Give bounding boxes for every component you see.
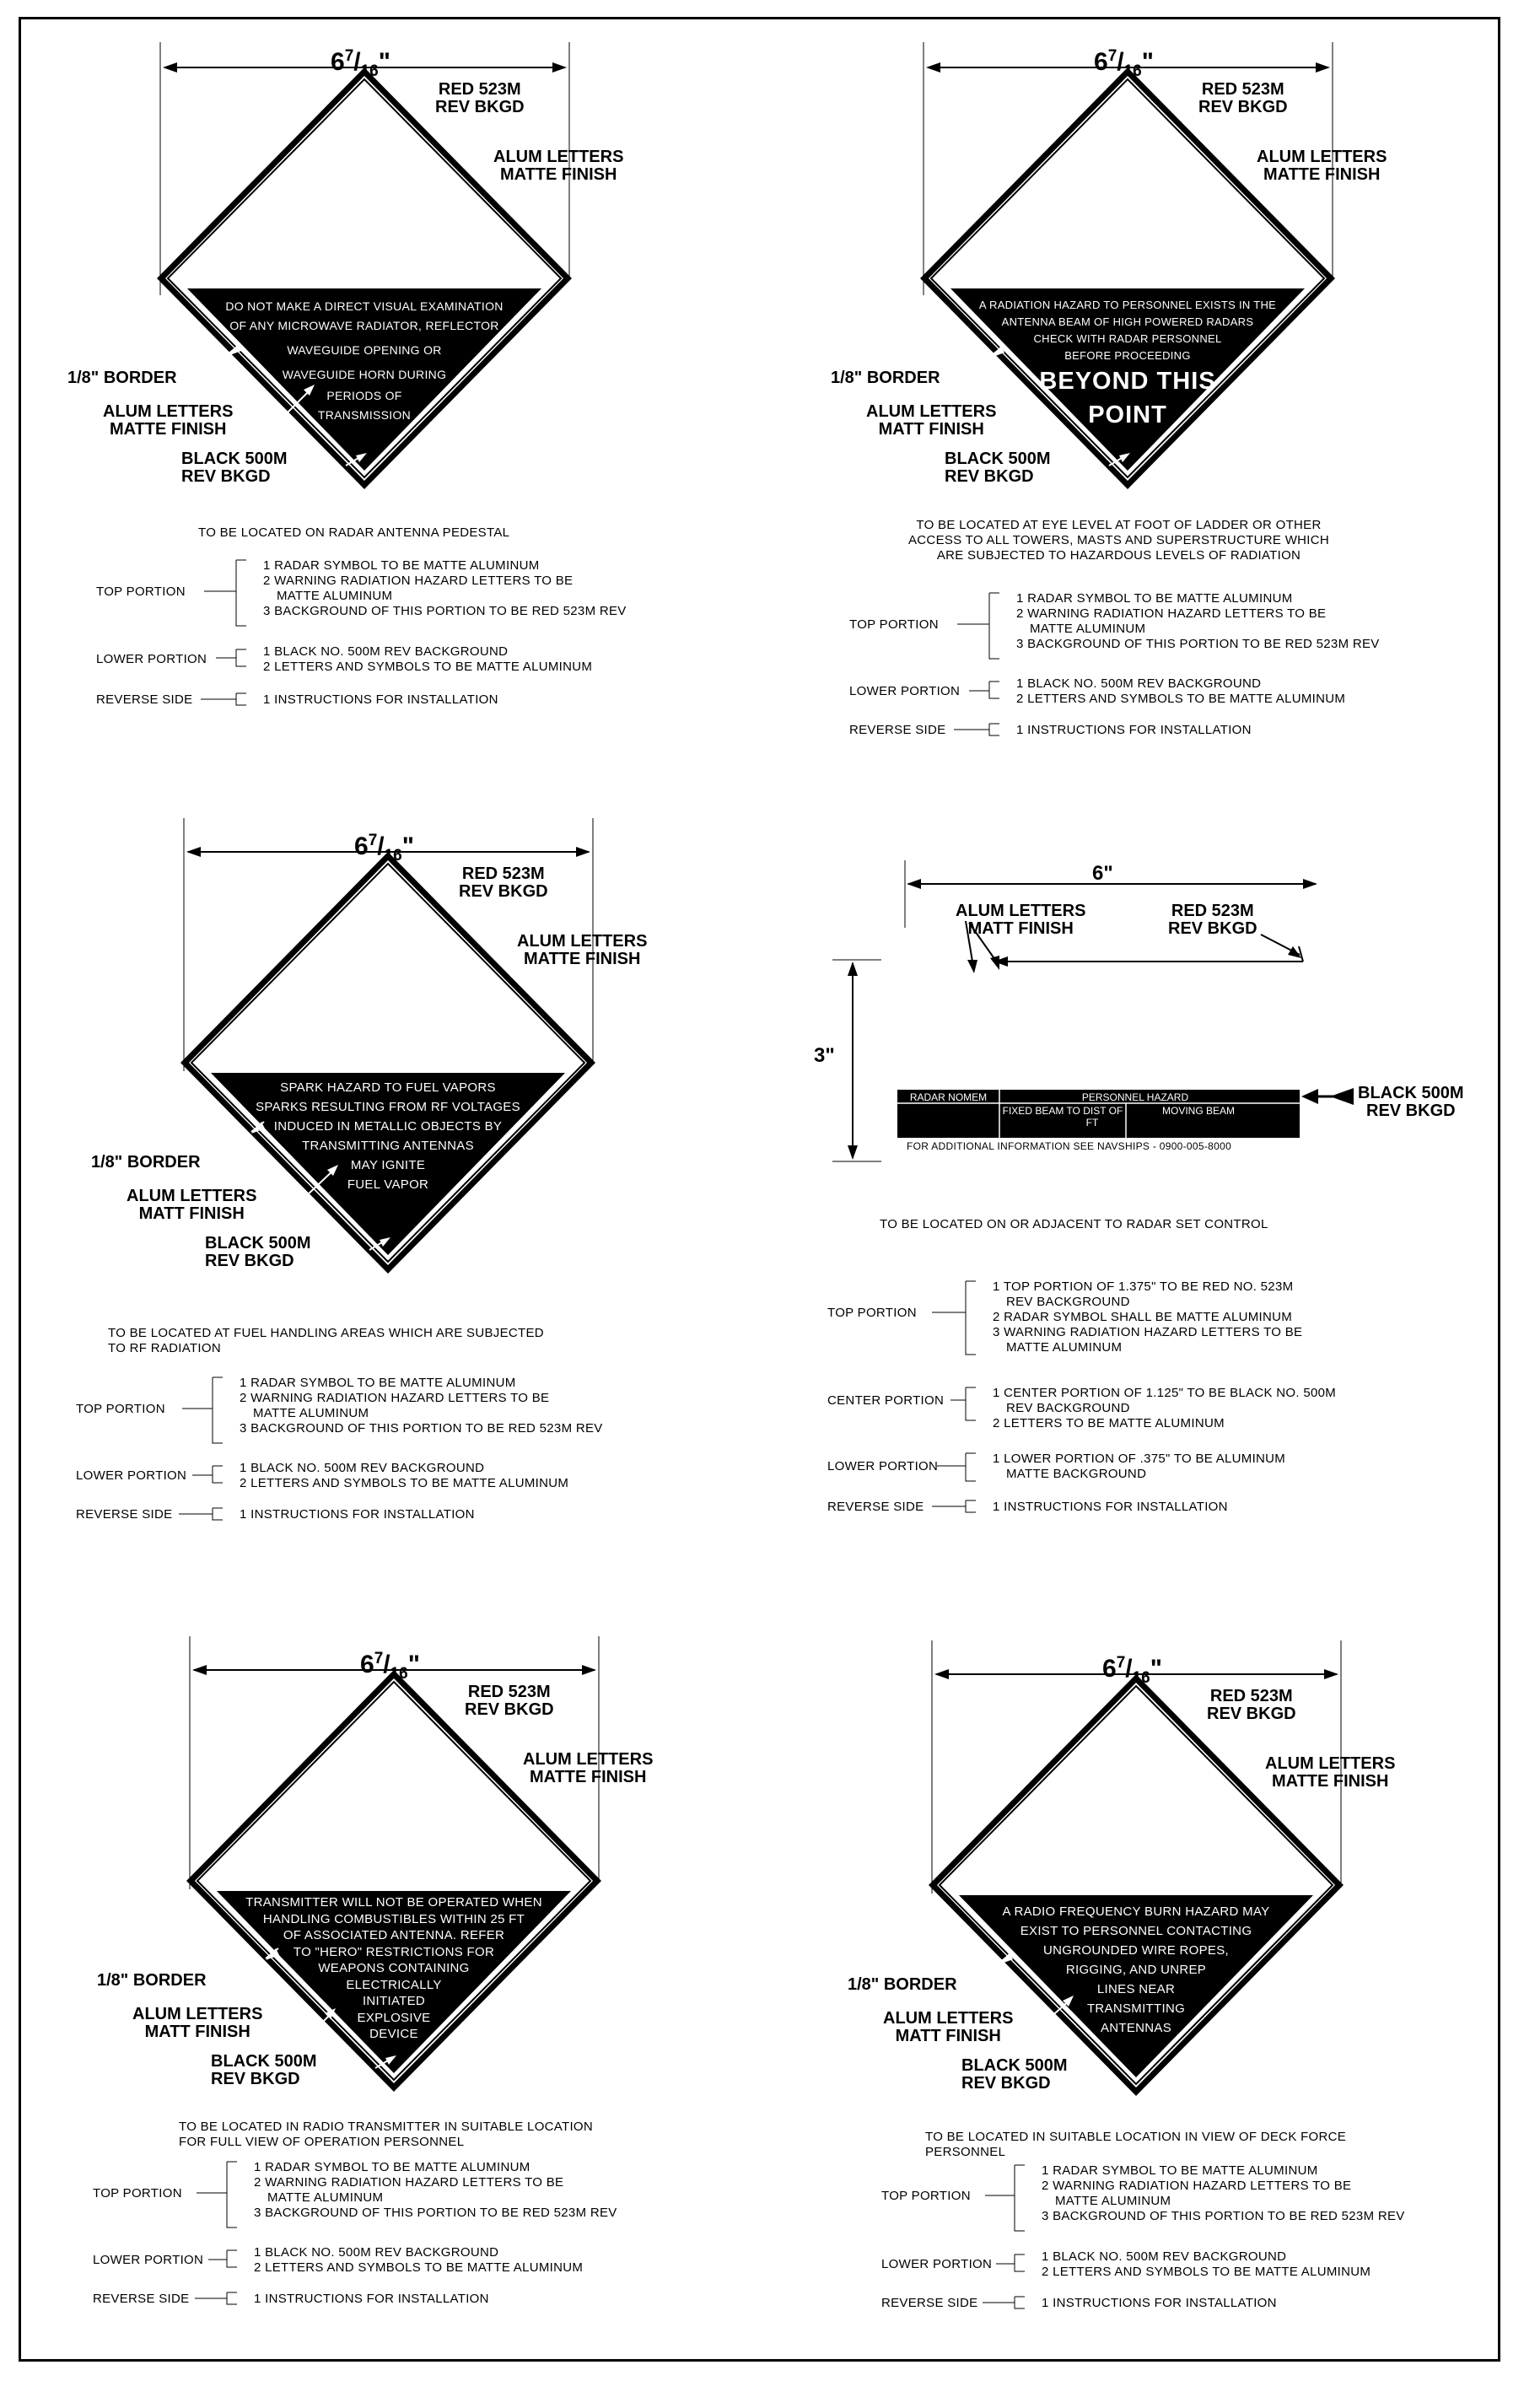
reverse-side-specs: 1 INSTRUCTIONS FOR INSTALLATION bbox=[254, 2292, 489, 2306]
panel-3 bbox=[74, 810, 833, 1586]
sign-text: A RADIATION HAZARD TO PERSONNEL EXISTS IN THE ANTENNA BEAM OF HIGH POWERED RADARS CHECK WITH RADAR PERSONNEL BEFORE PROCEEDING BEYOND THIS POINT bbox=[978, 299, 1277, 428]
plate-moving-beam: MOVING BEAM bbox=[1161, 1105, 1235, 1117]
black-label: BLACK 500M REV BKGD bbox=[205, 1234, 311, 1270]
reverse-side-heading: REVERSE SIDE bbox=[76, 1507, 173, 1522]
alum-letters-label: ALUM LETTERS MATTE FINISH bbox=[523, 1750, 654, 1786]
plate-personnel-hazard: PERSONNEL HAZARD bbox=[1081, 1091, 1189, 1103]
alum-letters-label: ALUM LETTERS MATTE FINISH bbox=[517, 932, 648, 968]
top-portion-heading: TOP PORTION bbox=[849, 617, 939, 632]
lower-portion-heading: LOWER PORTION bbox=[76, 1468, 187, 1483]
dimension-label: $6^7/_{16}$" bbox=[354, 832, 414, 865]
sign-diagram bbox=[814, 25, 1524, 531]
top-portion-specs: 1 RADAR SYMBOL TO BE MATTE ALUMINUM 2 WARNING RADIATION HAZARD LETTERS TO BE MATTE ALUMINUM 3 BACKGROUND OF THIS PORTION TO BE RED 523M REV bbox=[1042, 2163, 1405, 2223]
height-dimension-label: 3" bbox=[814, 1044, 835, 1067]
top-portion-heading: TOP PORTION bbox=[827, 1306, 917, 1320]
top-portion-specs: 1 RADAR SYMBOL TO BE MATTE ALUMINUM 2 WARNING RADIATION HAZARD LETTERS TO BE MATTE ALUMINUM 3 BACKGROUND OF THIS PORTION TO BE RED 523M REV bbox=[263, 558, 627, 618]
reverse-side-heading: REVERSE SIDE bbox=[881, 2296, 978, 2310]
sign-diagram bbox=[51, 25, 810, 531]
lower-portion-heading: LOWER PORTION bbox=[881, 2257, 993, 2271]
top-portion-specs: 1 RADAR SYMBOL TO BE MATTE ALUMINUM 2 WARNING RADIATION HAZARD LETTERS TO BE MATTE ALUMINUM 3 BACKGROUND OF THIS PORTION TO BE RED 523M REV bbox=[1016, 591, 1380, 651]
top-portion-heading: TOP PORTION bbox=[76, 1402, 165, 1416]
black-label: BLACK 500M REV BKGD bbox=[211, 2052, 317, 2088]
width-dimension-label: 6" bbox=[1092, 862, 1113, 885]
panel-1 bbox=[51, 25, 810, 801]
lower-portion-specs: 1 BLACK NO. 500M REV BACKGROUND 2 LETTERS AND SYMBOLS TO BE MATTE ALUMINUM bbox=[263, 644, 593, 674]
alum-letters-lower-label: ALUM LETTERS MATTE FINISH bbox=[103, 402, 234, 439]
alum-letters-label: ALUM LETTERS MATTE FINISH bbox=[1257, 148, 1387, 184]
border-label: 1/8" BORDER bbox=[848, 1975, 957, 1994]
red-label: RED 523M REV BKGD bbox=[459, 865, 548, 901]
alum-letters-lower-label: ALUM LETTERS MATT FINISH bbox=[132, 2005, 263, 2041]
alum-letters-lower-label: ALUM LETTERS MATT FINISH bbox=[866, 402, 997, 439]
location-note: TO BE LOCATED IN RADIO TRANSMITTER IN SUITABLE LOCATION FOR FULL VIEW OF OPERATION PERSONNEL bbox=[179, 2120, 594, 2149]
top-portion-specs: 1 RADAR SYMBOL TO BE MATTE ALUMINUM 2 WARNING RADIATION HAZARD LETTERS TO BE MATTE ALUMINUM 3 BACKGROUND OF THIS PORTION TO BE RED 523M REV bbox=[254, 2160, 617, 2220]
lower-portion-specs: 1 BLACK NO. 500M REV BACKGROUND 2 LETTERS AND SYMBOLS TO BE MATTE ALUMINUM bbox=[254, 2245, 584, 2275]
center-portion-heading: CENTER PORTION bbox=[827, 1393, 945, 1408]
panel-4 bbox=[814, 852, 1524, 1628]
border-label: 1/8" BORDER bbox=[97, 1971, 207, 1990]
top-portion-specs: 1 TOP PORTION OF 1.375" TO BE RED NO. 523M REV BACKGROUND 2 RADAR SYMBOL SHALL BE MATTE ALUMINUM 3 WARNING RADIATION HAZARD LETTERS TO BE MATTE ALUMINUM bbox=[993, 1279, 1303, 1355]
lower-portion-heading: LOWER PORTION bbox=[827, 1459, 939, 1473]
black-label: BLACK 500M REV BKGD bbox=[961, 2056, 1068, 2093]
reverse-side-heading: REVERSE SIDE bbox=[93, 2292, 190, 2306]
dimension-label: $6^7/_{16}$" bbox=[360, 1650, 420, 1683]
reverse-side-specs: 1 INSTRUCTIONS FOR INSTALLATION bbox=[240, 1507, 475, 1522]
red-label: RED 523M REV BKGD bbox=[1168, 902, 1257, 938]
lower-portion-specs: 1 BLACK NO. 500M REV BACKGROUND 2 LETTERS AND SYMBOLS TO BE MATTE ALUMINUM bbox=[240, 1461, 569, 1490]
location-note: TO BE LOCATED AT EYE LEVEL AT FOOT OF LADDER OR OTHER ACCESS TO ALL TOWERS, MASTS AND SUPERSTRUCTURE WHICH ARE SUBJECTED TO HAZARDOUS LEVELS OF RADIATION bbox=[908, 518, 1330, 563]
reverse-side-heading: REVERSE SIDE bbox=[96, 692, 193, 707]
panel-2 bbox=[814, 25, 1524, 801]
red-label: RED 523M REV BKGD bbox=[1198, 80, 1288, 116]
plate-footer: FOR ADDITIONAL INFORMATION SEE NAVSHIPS - 0900-005-8000 bbox=[907, 1140, 1232, 1152]
top-portion-heading: TOP PORTION bbox=[93, 2186, 182, 2201]
lower-portion-specs: 1 BLACK NO. 500M REV BACKGROUND 2 LETTERS AND SYMBOLS TO BE MATTE ALUMINUM bbox=[1016, 676, 1346, 706]
top-portion-specs: 1 RADAR SYMBOL TO BE MATTE ALUMINUM 2 WARNING RADIATION HAZARD LETTERS TO BE MATTE ALUMINUM 3 BACKGROUND OF THIS PORTION TO BE RED 523M REV bbox=[240, 1376, 603, 1436]
location-note: TO BE LOCATED ON OR ADJACENT TO RADAR SET CONTROL bbox=[880, 1217, 1268, 1231]
reverse-side-heading: REVERSE SIDE bbox=[827, 1500, 924, 1514]
top-portion-heading: TOP PORTION bbox=[881, 2189, 971, 2203]
black-label: BLACK 500M REV BKGD bbox=[181, 450, 288, 486]
reverse-side-specs: 1 INSTRUCTIONS FOR INSTALLATION bbox=[993, 1500, 1228, 1514]
plate-fixed-beam: FIXED BEAM TO DIST OF FT bbox=[1002, 1105, 1123, 1129]
sign-text: A RADIO FREQUENCY BURN HAZARD MAY EXIST TO PERSONNEL CONTACTING UNGROUNDED WIRE ROPES, RIGGING, AND UNREP LINES NEAR TRANSMITTING ANTENNAS bbox=[1002, 1904, 1270, 2035]
red-label: RED 523M REV BKGD bbox=[1207, 1687, 1296, 1723]
alum-letters-label: ALUM LETTERS MATTE FINISH bbox=[493, 148, 624, 184]
lower-portion-heading: LOWER PORTION bbox=[93, 2253, 204, 2267]
red-label: RED 523M REV BKGD bbox=[435, 80, 525, 116]
reverse-side-specs: 1 INSTRUCTIONS FOR INSTALLATION bbox=[1016, 723, 1252, 737]
panel-5 bbox=[80, 1628, 839, 2404]
black-label: BLACK 500M REV BKGD bbox=[1358, 1084, 1464, 1120]
lower-portion-specs: 1 BLACK NO. 500M REV BACKGROUND 2 LETTERS AND SYMBOLS TO BE MATTE ALUMINUM bbox=[1042, 2249, 1371, 2279]
lower-portion-heading: LOWER PORTION bbox=[849, 684, 961, 698]
border-label: 1/8" BORDER bbox=[91, 1153, 201, 1172]
sign-text: DO NOT MAKE A DIRECT VISUAL EXAMINATION OF ANY MICROWAVE RADIATOR, REFLECTOR WAVEGUIDE OPENING OR WAVEGUIDE HORN DURING PERIODS OF TRANSMISSION bbox=[225, 299, 504, 422]
location-note: TO BE LOCATED IN SUITABLE LOCATION IN VIEW OF DECK FORCE PERSONNEL bbox=[925, 2130, 1347, 2159]
panel-6 bbox=[822, 1632, 1524, 2408]
sign-diagram bbox=[80, 1628, 839, 2134]
reverse-side-specs: 1 INSTRUCTIONS FOR INSTALLATION bbox=[1042, 2296, 1277, 2310]
dimension-label: $6^7/_{16}$" bbox=[1102, 1654, 1162, 1687]
reverse-side-specs: 1 INSTRUCTIONS FOR INSTALLATION bbox=[263, 692, 498, 707]
black-label: BLACK 500M REV BKGD bbox=[945, 450, 1051, 486]
plate-radar-nomem: RADAR NOMEM bbox=[909, 1091, 988, 1103]
alum-letters-label: ALUM LETTERS MATT FINISH bbox=[956, 902, 1086, 938]
lower-portion-specs: 1 LOWER PORTION OF .375" TO BE ALUMINUM MATTE BACKGROUND bbox=[993, 1452, 1286, 1481]
top-portion-heading: TOP PORTION bbox=[96, 584, 186, 599]
sign-diagram bbox=[74, 810, 833, 1316]
alum-letters-lower-label: ALUM LETTERS MATT FINISH bbox=[127, 1187, 257, 1223]
sign-diagram bbox=[822, 1632, 1524, 2138]
reverse-side-heading: REVERSE SIDE bbox=[849, 723, 946, 737]
sign-text: SPARK HAZARD TO FUEL VAPORS SPARKS RESULTING FROM RF VOLTAGES INDUCED IN METALLIC OBJECTS BY TRANSMITTING ANTENNAS MAY IGNITE FUEL VAPOR bbox=[256, 1080, 520, 1192]
border-label: 1/8" BORDER bbox=[831, 369, 940, 387]
location-note: TO BE LOCATED ON RADAR ANTENNA PEDESTAL bbox=[198, 525, 510, 540]
dimension-label: $6^7/_{16}$" bbox=[331, 47, 390, 80]
location-note: TO BE LOCATED AT FUEL HANDLING AREAS WHICH ARE SUBJECTED TO RF RADIATION bbox=[108, 1326, 544, 1355]
red-label: RED 523M REV BKGD bbox=[465, 1683, 554, 1719]
alum-letters-lower-label: ALUM LETTERS MATT FINISH bbox=[883, 2009, 1014, 2045]
center-portion-specs: 1 CENTER PORTION OF 1.125" TO BE BLACK NO. 500M REV BACKGROUND 2 LETTERS TO BE MATTE ALUMINUM bbox=[993, 1386, 1337, 1430]
lower-portion-heading: LOWER PORTION bbox=[96, 652, 207, 666]
dimension-label: $6^7/_{16}$" bbox=[1094, 47, 1154, 80]
alum-letters-label: ALUM LETTERS MATTE FINISH bbox=[1265, 1754, 1396, 1791]
border-label: 1/8" BORDER bbox=[67, 369, 177, 387]
sign-text: TRANSMITTER WILL NOT BE OPERATED WHEN HANDLING COMBUSTIBLES WITHIN 25 FT OF ASSOCIATED ANTENNA. REFER TO "HERO" RESTRICTIONS FOR WEAPONS CONTAINING ELECTRICALLY INITIATED EXPLOSIVE DEVICE bbox=[245, 1895, 542, 2041]
